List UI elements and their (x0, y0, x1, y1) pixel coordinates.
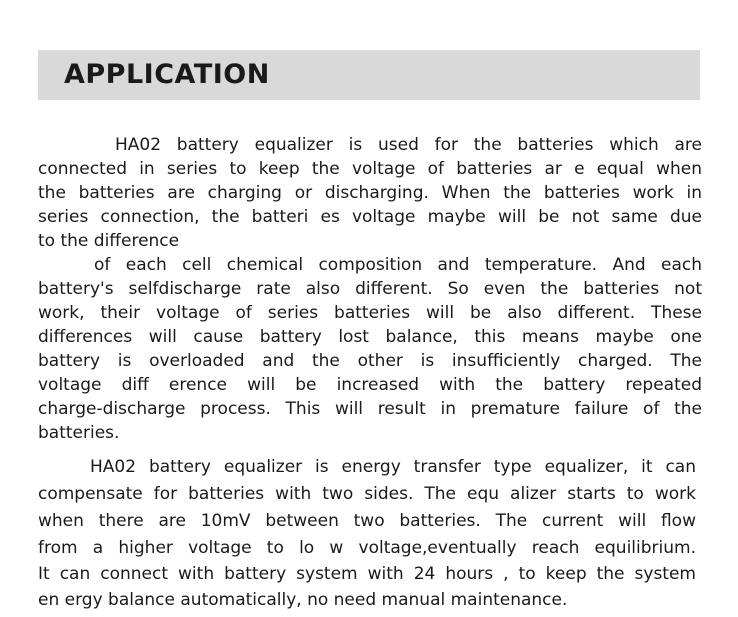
text-line: HA02 battery equalizer is used for the batteries which are (115, 135, 702, 155)
text-line: batteries. (38, 423, 120, 443)
section-header (38, 50, 700, 100)
text-line: en ergy balance automatically, no need manual maintenance. (38, 590, 568, 610)
text-line: battery is overloaded and the other is insufficiently charged. The (38, 351, 702, 371)
text-line: to the difference (38, 231, 180, 251)
text-line: connected in series to keep the voltage of batteries ar e equal when (38, 159, 702, 179)
text-line: of each cell chemical composition and temperature. And each (94, 255, 702, 275)
text-line: battery's selfdischarge rate also different. So even the batteries not (38, 279, 702, 299)
text-line: work, their voltage of series batteries will be also different. These (38, 303, 702, 323)
text-line: series connection, the batteri es voltage maybe will be not same due (38, 207, 702, 227)
text-line: charge-discharge process. This will result in premature failure of the (38, 399, 702, 419)
text-line: voltage diff erence will be increased with the battery repeated (38, 375, 702, 395)
text-line: It can connect with battery system with 24 hours , to keep the system (38, 564, 696, 584)
text-line: when there are 10mV between two batteries. The current will flow (38, 511, 696, 531)
text-line: compensate for batteries with two sides. The equ alizer starts to work (38, 484, 696, 504)
section-title: APPLICATION (64, 59, 270, 90)
text-line: from a higher voltage to lo w voltage,eventually reach equilibrium. (38, 538, 696, 558)
text-line: the batteries are charging or discharging. When the batteries work in (38, 183, 702, 203)
text-line: HA02 battery equalizer is energy transfer type equalizer, it can (90, 457, 696, 477)
text-line: differences will cause battery lost balance, this means maybe one (38, 327, 702, 347)
